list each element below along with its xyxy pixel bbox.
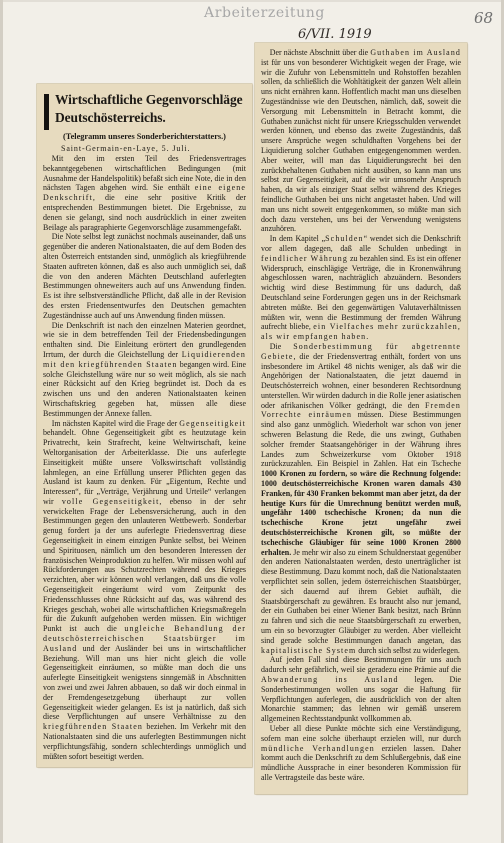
text-run: Mit den im ersten Teil des Friedensvertrages bekanntgegebenen wirtschaftlichen Bedingungen (mit Ausnahme der Handelspolitik) befaßt sich eine Note, die in den nächsten Tagen abgehen wird. Sie enthält	[43, 154, 246, 193]
text-run: .	[366, 332, 369, 342]
handwritten-date: 6/VII. 1919	[298, 27, 372, 42]
paragraph	[43, 232, 246, 320]
text-run: behandelt. Ohne Gegenseitigkeit gibt es heutzutage kein Privatrecht, kein Strafrecht, keine Weltwirtschaft, keine Weltorganisation der Arbeiterklasse. Die uns auferlegte Einseitigkeit müßte unsere Volkswirtschaft vollständig lahmlegen, an eine Erfüllung unserer Pflichten gegen das Ausland ist kaum zu denken. Für „Eigentum, Rechte und Interessen“, für „Verträge, Verjährung und Urteile“ verlangen wir	[43, 428, 246, 506]
spaced-text-run: Abwanderung ins Ausland	[261, 675, 399, 684]
text-run: Die	[269, 341, 294, 351]
text-run: zu bezahlen sind. Es ist ein offener Widerspruch, einschlägige Verträge, die in Kronenwährung abgeschlossen waren, nachträglich abzuändern. Besonders wichtig wird diese Bestimmung für uns dadurch, daß Deutschland seine Forderungen gegen uns in der Reichsmark abtreten müßte. Bei den gegenwärtigen Valutaverhältnissen müßten wir, wenn die Bestimmung der fremden Währung aufrecht bliebe,	[261, 253, 461, 332]
text-run: erzielen lassen. Daher kommt auch die Denkschrift zu dem Schlußergebnis, daß eine mündliche Aussprache in einer besonderen Kommission für alle Vertragsteile das beste wäre.	[261, 743, 461, 782]
spaced-text-run: mündliche Verhandlungen	[261, 743, 375, 753]
spaced-text-run: eine eigene Denkschrift	[43, 183, 246, 203]
spaced-text-run: Sonderbestimmung für abgetrennte Gebiete	[261, 341, 461, 361]
spaced-text-run: Schulden	[325, 234, 364, 244]
text-run: Der nächste Abschnitt über die	[269, 48, 371, 57]
newspaper-clipping-left	[37, 84, 252, 767]
headline-line-2: Deutschösterreichs.	[55, 110, 166, 125]
text-run: , die eine sehr positive Kritik der entsprechenden Bestimmungen bietet. Die Ergebnisse, zu denen sie gelangt, sind noch ausdrücklich in einer zweiten Beilage als paragraphierte Gegenvorschläge zusammengefaßt.	[43, 193, 246, 232]
article-right-column	[261, 48, 461, 783]
text-run: , ebenso in der sehr verwickelten Frage der Lebensversicherung, auch in den Bestimmungen gegen den unlauteren Wettbewerb. Sonderbar genug fordert ja der uns auferlegte Friedensvertrag diese Gegenseitigkeit in einem einzigen Punkte selbst, bei Weinen und Spirituosen, nämlich um den besonderen Interessen der französischen Weinproduktion zu helfen. Wir müssen wohl auf Rückforderungen aus Schutzrechten während des Krieges verzichten, aber wir können wohl verlangen, daß uns die volle Gegenseitigkeit eingeräumt wird vom Zeitpunkt des Friedensschlusses ohne Rücksicht auf das, was während des Krieges geschah, wobei alle wirtschaftlichen Kriegsmaßregeln für die Zukunft aufgehoben werden müssen. Ein wichtiger Punkt ist auch die	[43, 496, 246, 634]
spaced-text-run: Fremden Vorrechte einräumen	[261, 400, 461, 420]
text-run: begangen wird. Eine solche Gleichstellung wäre nur so weit möglich, als sie nach einer Rücksicht auf den Krieg begründet ist. Doch da es zwischen uns und den anderen Nationalstaaten keinen Wirtschaftskrieg gegeben hat, müssen alle diese Bestimmungen der Annexe fallen.	[43, 359, 246, 418]
text-run: durch sich selbst zu widerlegen.	[356, 645, 460, 655]
spaced-text-run: kriegführenden Staaten	[43, 722, 144, 732]
spaced-text-run: Liquidierenden mit den kriegführenden Staaten	[43, 349, 246, 369]
article-left-column	[43, 154, 246, 761]
text-run: Die Note selbst legt zunächst nochmals auseinander, daß uns gegenüber die anderen Nationalstaaten, die auf dem Boden des alten Österreich entstanden sind, unmöglich als kriegführende Staaten auftreten können, daß es also auch unmöglich sei, daß die von den anderen Mächten Deutschland auferlegten Bestimmungen ohneweiters auch auf uns Anwendung finden. Es ist ihre selbstverständliche Pflicht, daß alle in der Revision des ersten Friedensentwurfes den Deutschen gemachten Zugeständnisse auch auf uns Anwendung finden müssen.	[43, 232, 246, 320]
headline-line-1: Wirtschaftliche Gegenvorschläge	[55, 92, 243, 107]
newspaper-stamp: Arbeiterzeitung	[204, 5, 325, 21]
text-run: Auf jeden Fall sind diese Bestimmungen für uns auch dadurch sehr gefährlich, weil sie geradezu eine Prämie auf die	[261, 655, 461, 675]
text-run: müssen. Diese Bestimmungen sind also ganz unmöglich. Wiederholt war schon von jener schweren Belastung die Rede, die uns zwingt, Guthaben solcher fremder Staatsangehöriger in der Währung ihres Landes zum Schweizerkurse vom Oktober 1918 zurückzuzahlen. Ein Beispiel in Zahlen. Hat ein Tscheche	[261, 410, 461, 469]
paragraph	[261, 342, 461, 656]
spaced-text-run: kapitalistische System	[261, 645, 357, 655]
text-run: ist für uns von besonderer Wichtigkeit wegen der Frage, wie wir die Zufuhr von Lebensmitteln und Rohstoffen bezahlen sollen, da schließlich die Wohltätigkeit der ganzen Welt allein uns nicht ernähren kann. Hoffentlich macht man uns dieselben Zugeständnisse wie den Deutschen, nämlich, daß, soweit die Versorgung mit Lebensmitteln in Betracht kommt, die Guthaben zunächst nicht für unsere Kriegsschulden verwendet werden können, und ebenso das zweite Zugeständnis, daß unsere Ansprüche wegen schuldhaften Vorgehens bei der Liquidierung solcher Guthaben entgegengenommen werden. Aber weiter, will man das Liquidierungsrecht bei den zurückbehaltenen Guthaben nicht ausüben, so kann man uns selbst zur Gegenseitigkeit, auf die wir umsomehr Anspruch haben, da wir als einziger Staat selbst während des Krieges feindliche Guthaben bei uns nicht angetastet haben. Und will man uns nicht soweit entgegenkommen, so müßte man sich doch dazu verstehen, uns bei der Verwendung wenigstens anzuhören.	[261, 57, 461, 234]
text-run: Im nächsten Kapitel wird die Frage der	[51, 418, 180, 428]
paragraph	[261, 724, 461, 783]
text-run: , die der Friedensvertrag enthält, fordert von uns insbesondere im Artikel 48 nichts weniger, als daß wir die Angehörigen der Nationalstaaten, die jetzt dauernd in Deutschösterreich wohnen, einer besonderen Rechtsordnung unterstellen. Wir würden dadurch in die Rolle jener asiatischen oder afrikanischen Völker gedrängt, die den	[261, 351, 461, 410]
headline-block	[43, 91, 246, 127]
headline	[55, 91, 246, 127]
spaced-text-run: Guthaben im Ausland	[370, 48, 461, 57]
subtitle: (Telegramm unseres Sonderberichterstatters.)	[63, 132, 226, 141]
dateline: Saint-Germain-en-Laye, 5. Juli.	[61, 144, 191, 153]
text-run: Je mehr wir also zu einem Schuldnerstaat gegenüber den anderen Nationalstaaten werden, desto unerträglicher ist diese Bestimmung. Dazu kommt noch, daß die Nationalstaaten verpflichtet sein sollen, jedem österreichischen Staatsbürger, der sich dauernd auf ihrem Gebiet aufhält, die Staatsbürgerschaft zu gewähren. Es braucht also nur jemand, der ein Guthaben bei einer Wiener Bank besitzt, nach Brünn zu fahren und sich die neue Staatsbürgerschaft zu erwerben, um ein so bevorzugter Gläubiger zu werden. Aber vielleicht sind gerade solche Bestimmungen danach angetan, das	[261, 547, 461, 645]
text-run: und der Ausländer bei uns in wirtschaftlicher Beziehung. Will man uns hier nicht gleich die volle Gegenseitigkeit einräumen, so müßte man doch die uns auferlegte Einseitigkeit wenigstens sinngemäß in Abschnitten von zwei und zwei Jahren abbauen, so daß wir doch einmal in der Fremdengesetzgebung überhaupt zur vollen Gegenseitigkeit wieder gelangen. Es ist ja natürlich, daß sich diese Verpflichtungen auf unsere Verhältnisse zu den	[43, 643, 246, 722]
text-run: Die Denkschrift ist nach den einzelnen Materien geordnet, wie sie in dem betreffenden Teil der Friedensbedingungen enthalten sind. Die Einleitung erörtert den grundlegenden Irrtum, der durch die Gleichstellung der	[43, 320, 246, 359]
spaced-text-run: volle Gegenseitigkeit	[61, 496, 160, 506]
text-run: beziehen. Im Verkehr mit den Nationalstaaten sind die uns auferlegten Bestimmungen nicht verpflichtungsfähig, sondern schlechterdings unmöglich und müßten sofort beseitigt werden.	[43, 722, 246, 761]
paragraph	[261, 234, 461, 342]
newspaper-clipping-right	[255, 43, 467, 794]
paragraph	[261, 48, 461, 234]
text-run: “ wendet sich die Denkschrift vor allem dagegen, daß alle Schulden unbedingt in	[261, 234, 461, 253]
bold-text-run: 1000 Kronen zu fordern, so wäre die Rechnung folgende: 1000 deutschösterreichische Kronen waren damals 430 Franken, für 430 Franken bekommt man aber jetzt, da der heutige Kurs für die Umrechnung benützt werden muß, ungefähr 1400 tschechische Kronen; da nun die tschechische Krone jetzt ungefähr zwei deutschösterreichische Kronen gilt, so müßte der tschechische Gläubiger für seine 1000 Kronen 2800 erhalten.	[261, 469, 461, 557]
paragraph	[43, 419, 246, 762]
text-run: In dem Kapitel „	[269, 234, 326, 244]
paragraph	[43, 154, 246, 232]
spaced-text-run: ein Vielfaches mehr zurückzahlen, als wir empfangen haben	[261, 322, 461, 342]
handwritten-page-number: 68	[474, 9, 494, 27]
paragraph	[261, 655, 461, 724]
text-run: Ueber all diese Punkte möchte sich eine Verständigung, sofern man eine solche überhaupt erzielen will, nur durch	[261, 723, 461, 743]
spaced-text-run: feindlicher Währung	[261, 253, 348, 263]
headline-bar	[44, 94, 49, 130]
spaced-text-run: Gegenseitigkeit	[179, 418, 246, 428]
text-run: legen. Die Sonderbestimmungen wollen uns sogar die Haftung für Verpflichtungen auferlegen, die ausdrücklich von der alten Monarchie stammen; das lehnen wir gemäß unserem allgemeinen Rechtsstandpunkt vollkommen ab.	[261, 675, 461, 724]
spaced-text-run: ungleiche Behandlung der deutschösterreichischen Staatsbürger im Ausland	[43, 624, 247, 653]
paragraph	[43, 321, 246, 419]
